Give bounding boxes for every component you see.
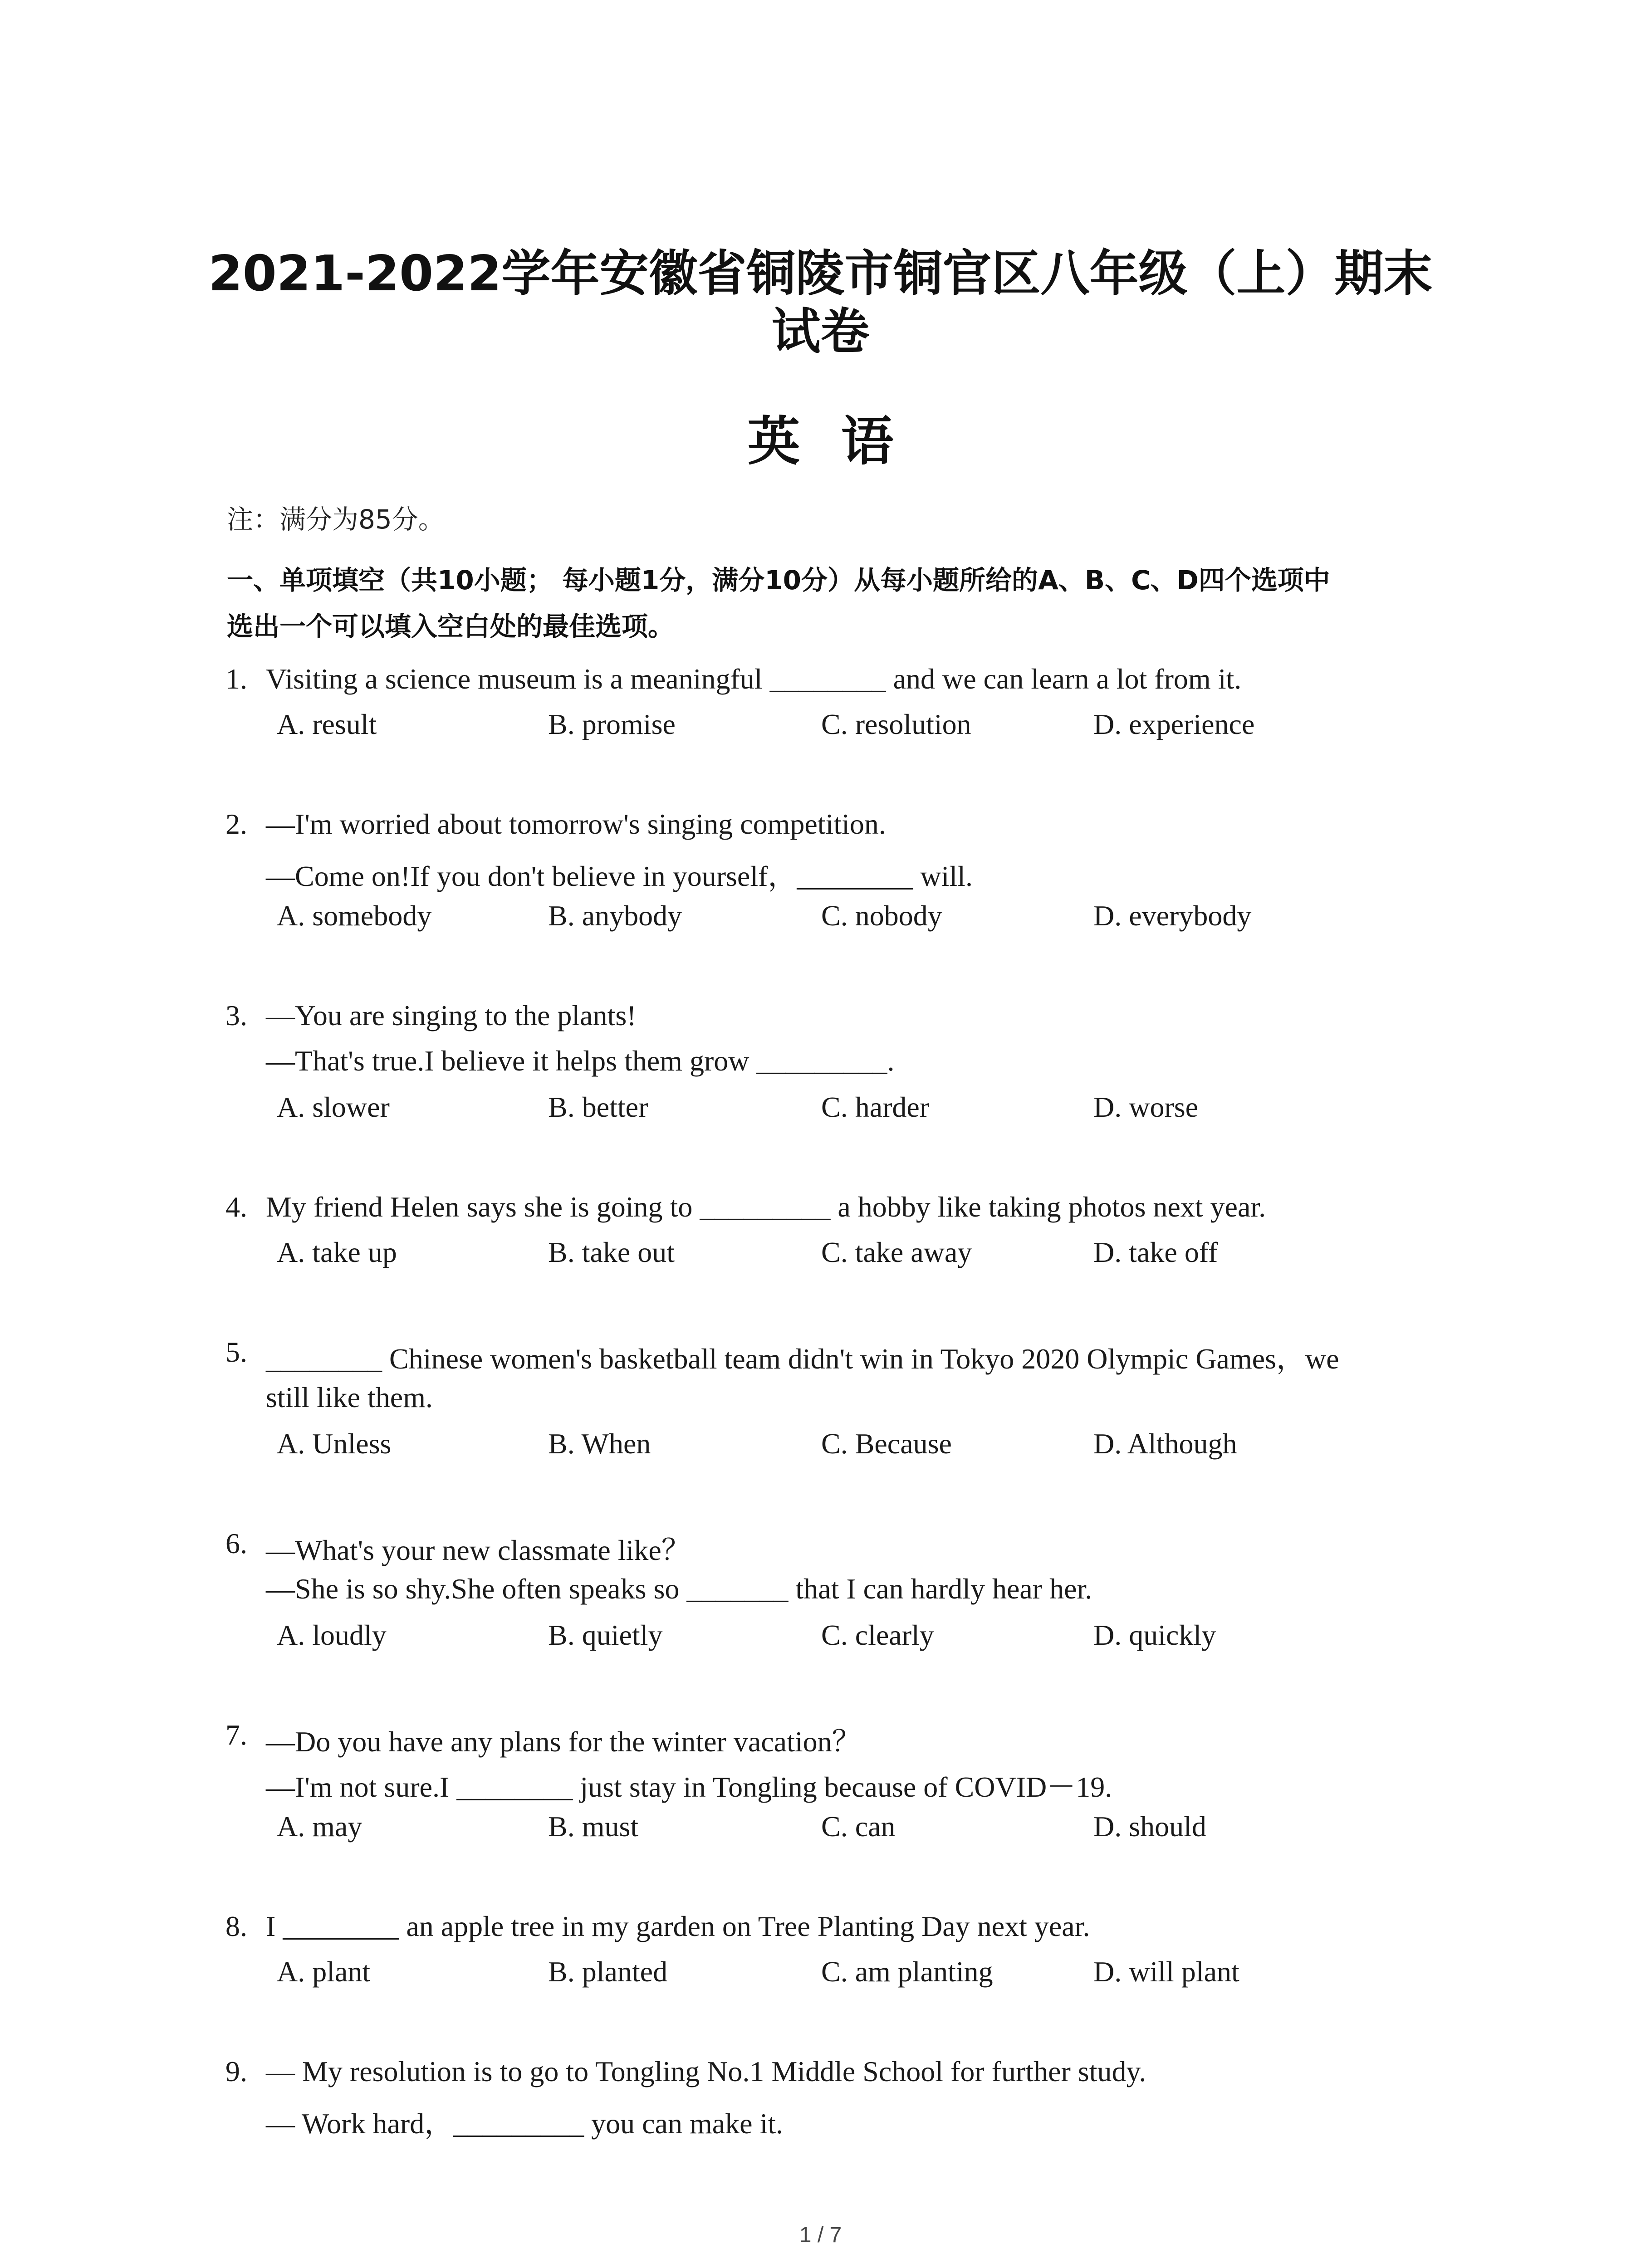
question-number: 5.: [225, 1336, 247, 1368]
option-d: D. everybody: [1093, 899, 1252, 932]
question-number: 1.: [225, 663, 247, 695]
option-c: C. take away: [821, 1236, 972, 1268]
question-text: —You are singing to the plants!: [266, 999, 637, 1031]
exam-title-line-2: 试卷: [771, 303, 870, 360]
question-text: —I'm not sure.I ________ just stay in Tongling because of COVID－19.: [266, 1771, 1112, 1803]
question-number: 4.: [225, 1191, 247, 1223]
option-d: D. should: [1093, 1810, 1206, 1843]
page-number: 1 / 7: [799, 2223, 842, 2247]
question-text: Visiting a science museum is a meaningful ________ and we can learn a lot from it.: [266, 663, 1242, 695]
question-number: 9.: [225, 2055, 247, 2087]
option-c: C. nobody: [821, 899, 942, 932]
option-c: C. resolution: [821, 708, 971, 740]
option-d: D. will plant: [1093, 1955, 1239, 1988]
option-a: A. may: [277, 1810, 362, 1843]
option-d: D. quickly: [1093, 1619, 1216, 1651]
option-b: B. planted: [548, 1955, 668, 1988]
option-b: B. quietly: [548, 1619, 663, 1651]
question-number: 7.: [225, 1719, 247, 1751]
option-c: C. clearly: [821, 1619, 934, 1651]
question-text: —I'm worried about tomorrow's singing competition.: [266, 808, 886, 840]
question-text: I ________ an apple tree in my garden on Tree Planting Day next year.: [266, 1910, 1090, 1942]
exam-title: [0, 245, 1641, 361]
option-a: A. somebody: [277, 899, 432, 932]
option-b: B. promise: [548, 708, 676, 740]
option-d: D. experience: [1093, 708, 1255, 740]
option-a: A. take up: [277, 1236, 397, 1268]
option-a: A. Unless: [277, 1427, 392, 1460]
option-b: B. must: [548, 1810, 639, 1843]
exam-title-line-1: 2021-2022学年安徽省铜陵市铜官区八年级（上）期末: [208, 245, 1433, 302]
question-text: still like them.: [266, 1381, 433, 1413]
question-text: My friend Helen says she is going to _________ a hobby like taking photos next year.: [266, 1191, 1266, 1223]
option-d: D. worse: [1093, 1091, 1199, 1123]
section-1-line-1: 一、单项填空（共10小题； 每小题1分，满分10分）从每小题所给的A、B、C、D四个选项中: [227, 565, 1330, 596]
question-text: — Work hard，_________ you can make it.: [266, 2107, 784, 2140]
question-text: —What's your new classmate like？: [266, 1534, 691, 1566]
option-d: D. Although: [1093, 1427, 1237, 1460]
question-number: 8.: [225, 1910, 247, 1942]
question-number: 3.: [225, 999, 247, 1031]
option-b: B. take out: [548, 1236, 675, 1268]
question-text: ________ Chinese women's basketball team didn't win in Tokyo 2020 Olympic Games，we: [266, 1343, 1339, 1375]
question-number: 6.: [225, 1527, 247, 1559]
score-note: 注：满分为85分。: [227, 504, 445, 535]
question-text: — My resolution is to go to Tongling No.1 Middle School for further study.: [266, 2055, 1146, 2087]
subject-heading: 英语: [747, 411, 935, 472]
option-a: A. slower: [277, 1091, 390, 1123]
question-text: —Come on!If you don't believe in yourself，________ will.: [266, 860, 973, 892]
question-text: —That's true.I believe it helps them grow _________.: [266, 1045, 895, 1077]
section-1-instructions: [227, 557, 1452, 650]
option-b: B. anybody: [548, 899, 682, 932]
option-c: C. Because: [821, 1427, 952, 1460]
question-number: 2.: [225, 808, 247, 840]
option-d: D. take off: [1093, 1236, 1218, 1268]
option-c: C. am planting: [821, 1955, 993, 1988]
option-c: C. harder: [821, 1091, 930, 1123]
option-c: C. can: [821, 1810, 896, 1843]
section-1-line-2: 选出一个可以填入空白处的最佳选项。: [227, 611, 675, 642]
option-a: A. loudly: [277, 1619, 387, 1651]
option-a: A. result: [277, 708, 377, 740]
question-text: —Do you have any plans for the winter vacation？: [266, 1725, 861, 1758]
option-a: A. plant: [277, 1955, 371, 1988]
question-text: —She is so shy.She often speaks so _______ that I can hardly hear her.: [266, 1573, 1092, 1605]
option-b: B. better: [548, 1091, 648, 1123]
option-b: B. When: [548, 1427, 651, 1460]
